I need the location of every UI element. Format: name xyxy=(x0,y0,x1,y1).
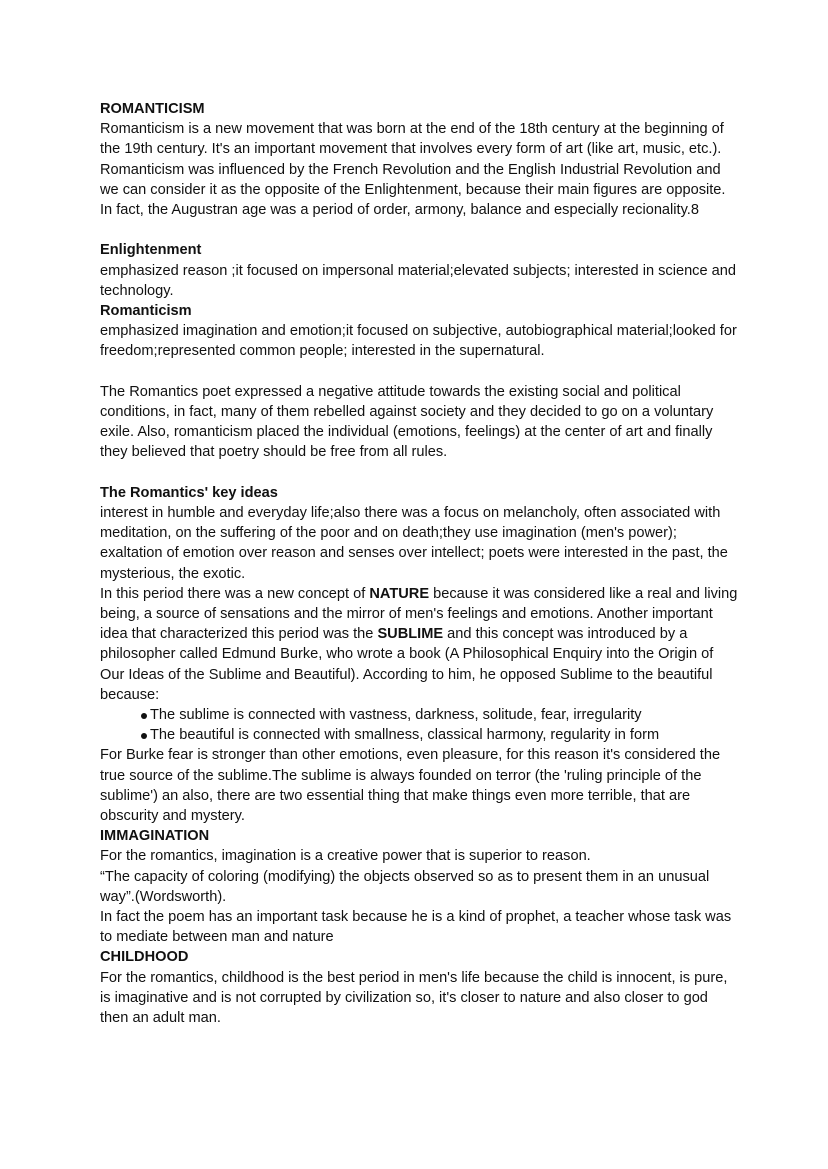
burke-paragraph: For Burke fear is stronger than other emotions, even pleasure, for this reason it's considered the true source of the sublime.The sublime is always founded on terror (the 'ruling principle of the sublime') an also, there are two essential thing that make things even more terrible, that are obscurity and mystery. xyxy=(100,747,721,825)
nature-term: NATURE xyxy=(369,585,430,602)
document-page xyxy=(100,99,740,1028)
poets-paragraph: The Romantics poet expressed a negative attitude towards the existing social and political conditions, in fact, many of them rebelled against society and they decided to go on a voluntary exile. Also, romanticism placed the individual (emotions, feelings) at the center of art and finally they believed that poetry should be free from all rules. xyxy=(100,383,714,461)
list-item xyxy=(100,725,740,745)
bullet-icon xyxy=(141,713,147,719)
key-ideas-paragraph: interest in humble and everyday life;also there was a focus on melancholy, often associated with meditation, on the suffering of the poor and on death;they use imagination (men's power); exaltation of emotion over reason and senses over intellect; poets were interested in the past, the mysterious, the exotic. xyxy=(100,505,728,582)
romanticism-paragraph: emphasized imagination and emotion;it focused on subjective, autobiographical material;looked for freedom;represented common people; interested in the supernatural. xyxy=(100,323,737,360)
sublime-description-text: and this concept was introduced by a philosopher called Edmund Burke, who wrote a book (A Philosophical Enquiry into the Origin of Our Ideas of the Sublime and Beautiful). According to him, he opposed Sublime to the beautiful because: xyxy=(100,626,714,703)
imagination-line: For the romantics, imagination is a creative power that is superior to reason. xyxy=(100,848,591,865)
spacer xyxy=(100,463,740,483)
list-item-text: The sublime is connected with vastness, darkness, solitude, fear, irregularity xyxy=(150,707,642,724)
imagination-heading: IMMAGINATION xyxy=(100,828,210,845)
wordsworth-quote: “The capacity of coloring (modifying) the objects observed so as to present them in an unusual way”.(Wordsworth). xyxy=(100,868,710,905)
nature-intro-text: In this period there was a new concept of xyxy=(100,585,370,602)
nature-sublime-paragraph xyxy=(100,584,740,705)
list-item xyxy=(100,705,740,725)
enlightenment-paragraph: emphasized reason ;it focused on impersonal material;elevated subjects; interested in science and technology. xyxy=(100,262,736,299)
intro-paragraph: Romanticism is a new movement that was born at the end of the 18th century at the beginning of the 19th century. It's an important movement that involves every form of art (like art, music, etc.). Romanticism was influenced by the French Revolution and the English Industrial Revolution and we can consider it as the opposite of the Enlightenment, because their main figures are opposite. In fact, the Augustran age was a period of order, armony, balance and especially reciona​lity.8 xyxy=(100,121,726,219)
nature-description-text: because it was considered like a real and living being, a source of sensations and the mirror of men's feelings and emotions. Another important idea that characterized this period was the xyxy=(100,585,738,643)
enlightenment-heading: Enlightenment xyxy=(100,242,202,259)
key-ideas-heading: The Romantics' key ideas xyxy=(100,484,278,501)
romanticism-title: ROMANTICISM xyxy=(100,101,205,117)
childhood-heading: CHILDHOOD xyxy=(100,949,189,966)
romanticism-heading: Romanticism xyxy=(100,303,192,320)
childhood-paragraph: For the romantics, childhood is the best period in men's life because the child is innocent, is pure, is imaginative and is not corrupted by civilization so, it's closer to nature and also closer to god then an adult man. xyxy=(100,969,728,1027)
sublime-term: SUBLIME xyxy=(377,626,444,643)
list-item-text: The beautiful is connected with smallness, classical harmony, regularity in form xyxy=(150,727,660,744)
spacer xyxy=(100,362,740,382)
sublime-beautiful-list xyxy=(100,705,740,745)
spacer xyxy=(100,220,740,240)
poet-task-paragraph: In fact the poem has an important task because he is a kind of prophet, a teacher whose task was to mediate between man and nature xyxy=(100,909,732,946)
bullet-icon xyxy=(141,733,147,739)
